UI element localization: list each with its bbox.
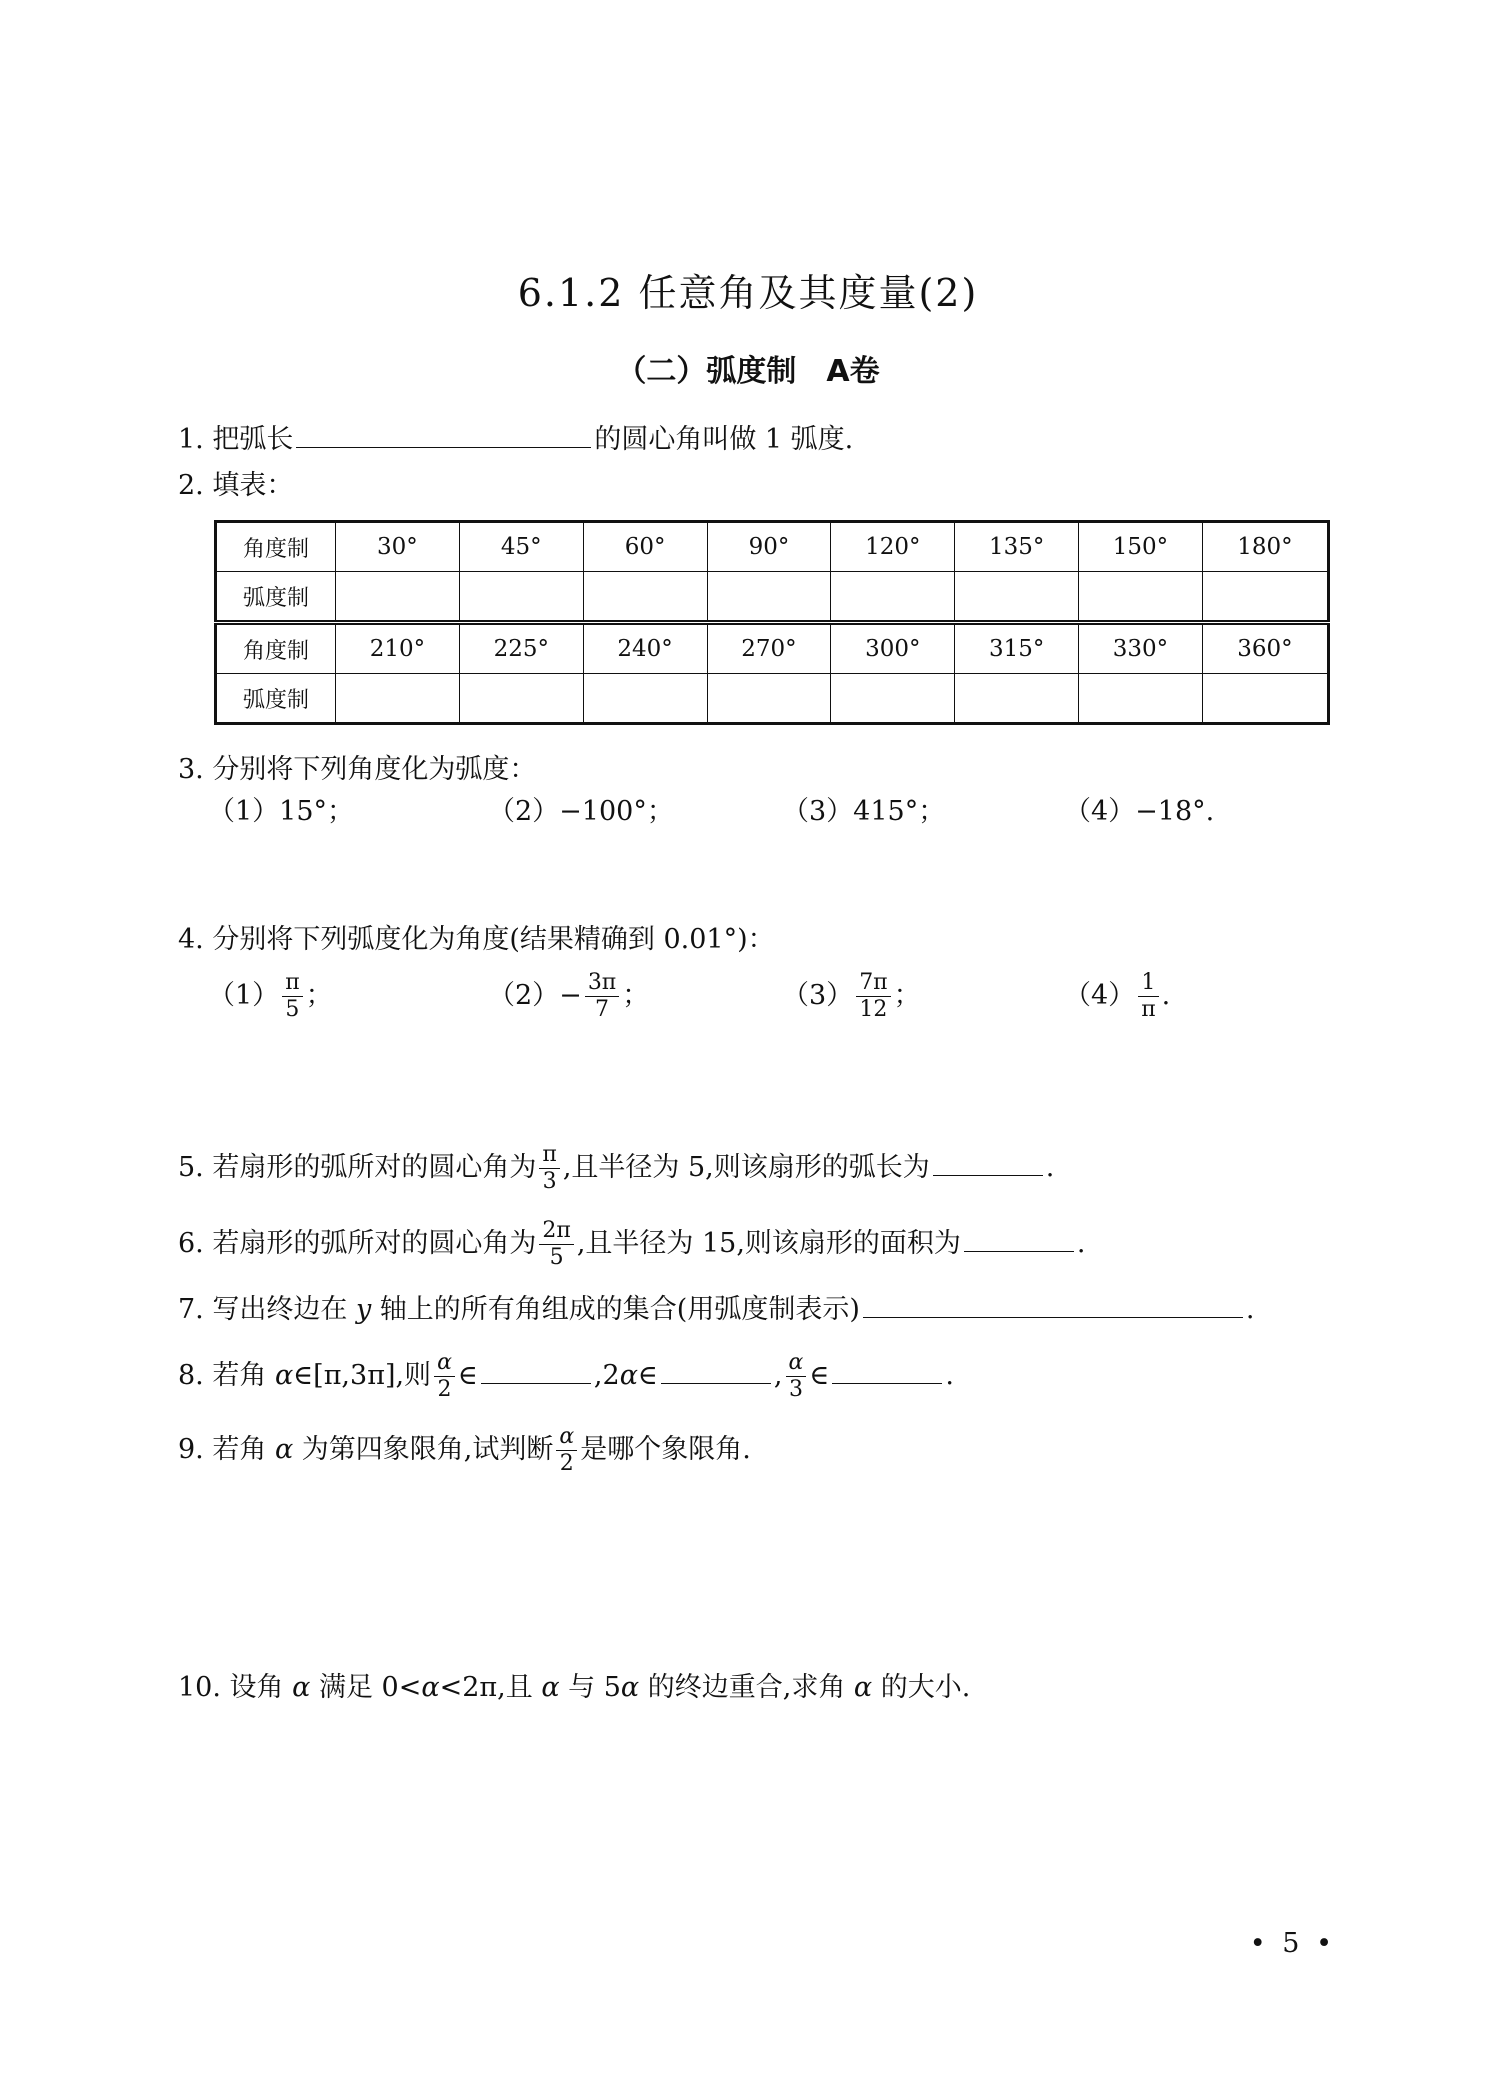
table-row xyxy=(216,522,1329,572)
question-4: 4. 分别将下列弧度化为角度(结果精确到 0.01°)： xyxy=(178,924,775,955)
table-cell: 120° xyxy=(831,522,955,572)
table-cell: 60° xyxy=(583,522,707,572)
table-cell: 210° xyxy=(336,623,460,674)
q3-item-2: （2）−100°； xyxy=(488,796,674,827)
numerator: π xyxy=(539,1142,559,1169)
q8-text: 8. 若角 xyxy=(178,1360,267,1391)
denominator: 7 xyxy=(595,997,610,1022)
q10-text-3: 与 5 xyxy=(568,1672,621,1703)
table-cell: 30° xyxy=(336,522,460,572)
q10-text-1: 满足 0< xyxy=(318,1672,422,1703)
page-title: 6.1.2 任意角及其度量(2) xyxy=(517,271,979,315)
q4-item-2-tail: ； xyxy=(622,980,650,1011)
q6-text-end: . xyxy=(1076,1228,1086,1259)
answer-cell[interactable] xyxy=(336,572,460,623)
q1-text-end: 的圆心角叫做 1 弧度. xyxy=(594,424,854,455)
table-row xyxy=(216,572,1329,623)
section-subtitle: （二）弧度制 A卷 xyxy=(616,354,880,389)
variable-alpha: α xyxy=(620,1672,640,1703)
q4-item-4-lead: （4） xyxy=(1064,980,1136,1011)
question-5 xyxy=(178,1142,1054,1195)
q10-text-4: 的终边重合,求角 xyxy=(647,1672,846,1703)
q5-text: 5. 若扇形的弧所对的圆心角为 xyxy=(178,1152,537,1183)
answer-cell[interactable] xyxy=(459,674,583,724)
q4-item-4 xyxy=(1064,970,1170,1023)
table-header-angle: 角度制 xyxy=(216,623,336,674)
q10-text-2: <2π,且 xyxy=(439,1672,533,1703)
table-cell: 150° xyxy=(1079,522,1203,572)
answer-cell[interactable] xyxy=(1202,674,1328,724)
q3-item-3: （3）415°； xyxy=(782,796,946,827)
table-row xyxy=(216,674,1329,724)
q10-text-5: 的大小. xyxy=(880,1672,971,1703)
denominator: 5 xyxy=(285,997,300,1022)
table-cell: 330° xyxy=(1079,623,1203,674)
denominator: 12 xyxy=(859,997,888,1022)
answer-cell[interactable] xyxy=(583,572,707,623)
question-10 xyxy=(178,1668,970,1708)
q7-text-end: . xyxy=(1245,1294,1255,1325)
denominator: π xyxy=(1141,997,1156,1022)
q4-item-2-lead: （2）− xyxy=(488,980,582,1011)
answer-cell[interactable] xyxy=(583,674,707,724)
table-cell: 300° xyxy=(831,623,955,674)
table-cell: 45° xyxy=(459,522,583,572)
numerator: π xyxy=(282,970,302,997)
q5-blank[interactable] xyxy=(933,1149,1043,1176)
answer-cell[interactable] xyxy=(1202,572,1328,623)
q3-item-4: （4）−18°. xyxy=(1064,796,1215,827)
numerator: α xyxy=(786,1350,807,1377)
fraction xyxy=(539,1218,573,1271)
variable-alpha: α xyxy=(292,1672,311,1703)
fraction xyxy=(556,1424,577,1477)
denominator: 2 xyxy=(559,1451,574,1476)
answer-cell[interactable] xyxy=(707,572,831,623)
q6-text: 6. 若扇形的弧所对的圆心角为 xyxy=(178,1228,537,1259)
table-cell: 240° xyxy=(583,623,707,674)
element-of-symbol: ∈ xyxy=(637,1360,658,1391)
fraction xyxy=(585,970,619,1023)
question-3: 3. 分别将下列角度化为弧度： xyxy=(178,754,537,785)
q8-text-2alpha: ,2 xyxy=(593,1360,620,1391)
answer-cell[interactable] xyxy=(831,674,955,724)
q8-blank-2[interactable] xyxy=(661,1357,771,1384)
table-row xyxy=(216,623,1329,674)
q4-item-1-tail: ； xyxy=(305,980,333,1011)
numerator: 1 xyxy=(1138,970,1158,997)
answer-cell[interactable] xyxy=(831,572,955,623)
q4-item-1-lead: （1） xyxy=(208,980,280,1011)
answer-cell[interactable] xyxy=(707,674,831,724)
table-header-radian: 弧度制 xyxy=(216,674,336,724)
denominator: 2 xyxy=(437,1377,452,1402)
answer-cell[interactable] xyxy=(459,572,583,623)
fraction xyxy=(1138,970,1158,1023)
answer-cell[interactable] xyxy=(1079,572,1203,623)
table-cell: 90° xyxy=(707,522,831,572)
conversion-table xyxy=(214,520,1330,725)
table-cell: 360° xyxy=(1202,623,1328,674)
element-of-symbol: ∈ xyxy=(457,1360,478,1391)
table-cell: 270° xyxy=(707,623,831,674)
variable-y: y xyxy=(355,1294,372,1325)
q6-blank[interactable] xyxy=(964,1225,1074,1252)
table-cell: 180° xyxy=(1202,522,1328,572)
q10-text: 10. 设角 xyxy=(178,1672,284,1703)
q8-blank-3[interactable] xyxy=(832,1357,942,1384)
variable-alpha: α xyxy=(853,1672,873,1703)
question-8 xyxy=(178,1350,954,1403)
variable-alpha: α xyxy=(274,1434,294,1465)
question-2: 2. 填表： xyxy=(178,470,294,501)
table-cell: 225° xyxy=(459,623,583,674)
q8-range: ∈[π,3π],则 xyxy=(293,1360,432,1391)
denominator: 5 xyxy=(549,1245,564,1270)
q8-text-end: . xyxy=(945,1360,954,1391)
answer-cell[interactable] xyxy=(955,674,1079,724)
q4-item-3-lead: （3） xyxy=(782,980,854,1011)
q4-item-1 xyxy=(208,970,333,1023)
fraction xyxy=(786,1350,807,1403)
variable-alpha: α xyxy=(541,1672,560,1703)
answer-cell[interactable] xyxy=(955,572,1079,623)
numerator: α xyxy=(556,1424,577,1451)
denominator: 3 xyxy=(788,1377,803,1402)
variable-alpha: α xyxy=(421,1672,440,1703)
q9-text-end: 是哪个象限角. xyxy=(580,1434,751,1465)
q7-text: 7. 写出终边在 xyxy=(178,1294,348,1325)
table-header-angle: 角度制 xyxy=(216,522,336,572)
q6-text-mid: ,且半径为 15,则该扇形的面积为 xyxy=(576,1228,961,1259)
q9-text: 9. 若角 xyxy=(178,1434,267,1465)
variable-alpha: α xyxy=(619,1360,638,1391)
numerator: α xyxy=(434,1350,455,1377)
fraction xyxy=(539,1142,559,1195)
question-6 xyxy=(178,1218,1086,1271)
fraction xyxy=(434,1350,455,1403)
q5-text-end: . xyxy=(1045,1152,1055,1183)
answer-cell[interactable] xyxy=(1079,674,1203,724)
table-cell: 315° xyxy=(955,623,1079,674)
q4-item-3 xyxy=(782,970,921,1023)
numerator: 7π xyxy=(856,970,890,997)
q1-blank[interactable] xyxy=(296,421,591,448)
fraction xyxy=(282,970,302,1023)
q5-text-mid: ,且半径为 5,则该扇形的弧长为 xyxy=(562,1152,930,1183)
q4-item-4-tail: . xyxy=(1161,980,1171,1011)
q8-blank-1[interactable] xyxy=(481,1357,591,1384)
numerator: 2π xyxy=(539,1218,573,1245)
q7-text-mid: 轴上的所有角组成的集合(用弧度制表示) xyxy=(379,1294,860,1325)
answer-cell[interactable] xyxy=(336,674,460,724)
element-of-symbol: ∈ xyxy=(809,1360,830,1391)
q4-item-2 xyxy=(488,970,649,1023)
denominator: 3 xyxy=(542,1169,557,1194)
q7-blank[interactable] xyxy=(863,1291,1243,1318)
q8-comma: , xyxy=(773,1360,783,1391)
q1-text: 1. 把弧长 xyxy=(178,424,294,455)
question-7 xyxy=(178,1290,1254,1330)
page-number: • 5 • xyxy=(1249,1928,1336,1959)
table-cell: 135° xyxy=(955,522,1079,572)
question-1 xyxy=(178,420,853,460)
q4-item-3-tail: ； xyxy=(893,980,921,1011)
fraction xyxy=(856,970,890,1023)
question-9 xyxy=(178,1424,751,1477)
q3-item-1: （1）15°； xyxy=(208,796,355,827)
variable-alpha: α xyxy=(274,1360,294,1391)
numerator: 3π xyxy=(585,970,619,997)
q9-text-mid: 为第四象限角,试判断 xyxy=(301,1434,554,1465)
table-header-radian: 弧度制 xyxy=(216,572,336,623)
